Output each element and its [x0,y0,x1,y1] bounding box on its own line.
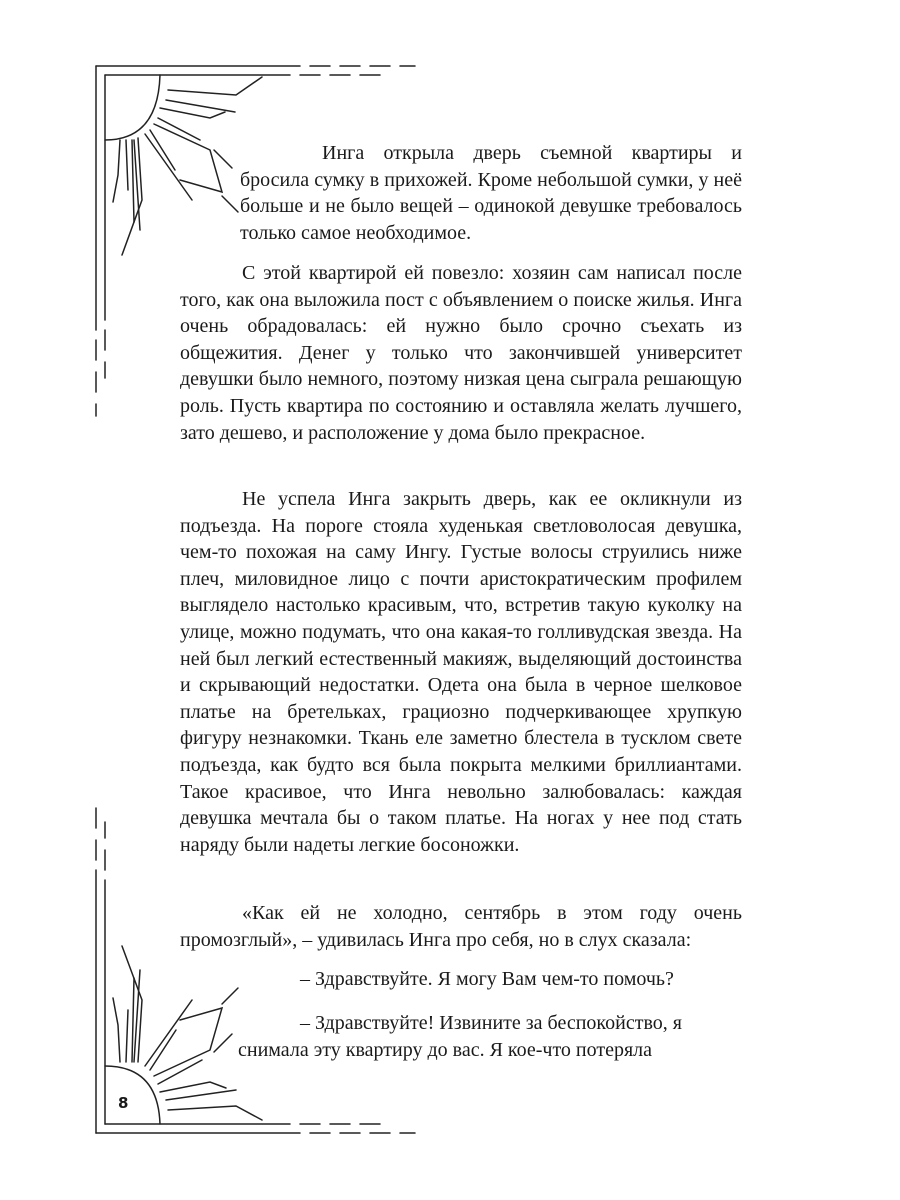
paragraph-3: Не успела Инга закрыть дверь, как ее окликнули из подъезда. На пороге стояла худенькая светловолосая девушка, чем-то похожая на саму Ингу. Густые волосы струились ниже плеч, миловидное лицо с почти аристократическим профилем выглядело настолько красивым, что, встретив такую куколку на улице, можно подумать, что она какая-то голливудская звезда. На ней был легкий естественный макияж, выделяющий достоинства и скрывающий недостатки. Одета она была в черное шелковое платье на бретельках, грациозно подчеркивающее хрупкую фигуру незнакомки. Ткань еле заметно блестела в тусклом свете подъезда, как будто вся была покрыта мелкими бриллиантами. Такое красивое, что Инга невольно залюбовалась: каждая девушка мечтала бы о таком платье. На ногах у нее под стать наряду были надеты легкие босоножки. [180,488,742,856]
dialogue-line-1: – Здравствуйте. Я могу Вам чем-то помочь? [300,968,674,990]
paragraph-1: Инга открыла дверь съемной квартиры и бросила сумку в прихожей. Кроме небольшой сумки, у неё больше и не было вещей – одинокой девушке требовалось только самое необходимое. [240,142,742,244]
dialogue-line-2-part-1: – Здравствуйте! Извините за беспокойство, я [300,1012,682,1034]
page-number: 8 [118,1094,129,1112]
dialogue-line-2-part-2: снимала эту квартиру до вас. Я кое-что потеряла [238,1038,653,1061]
dialogue-line-2 [238,1010,742,1063]
paragraph-4: «Как ей не холодно, сентябрь в этом году очень промозглый», – удивилась Инга про себя, но в слух сказала: [180,902,742,951]
paragraph-2: С этой квартирой ей повезло: хозяин сам написал после того, как она выложила пост с объявлением о поиске жилья. Инга очень обрадовалась: ей нужно было срочно съехать из общежития. Денег у только что закончившей университет девушки было немного, поэтому низкая цена сыграла решающую роль. Пусть квартира по состоянию и оставляла желать лучшего, зато дешево, и расположение у дома было прекрасное. [180,262,742,444]
